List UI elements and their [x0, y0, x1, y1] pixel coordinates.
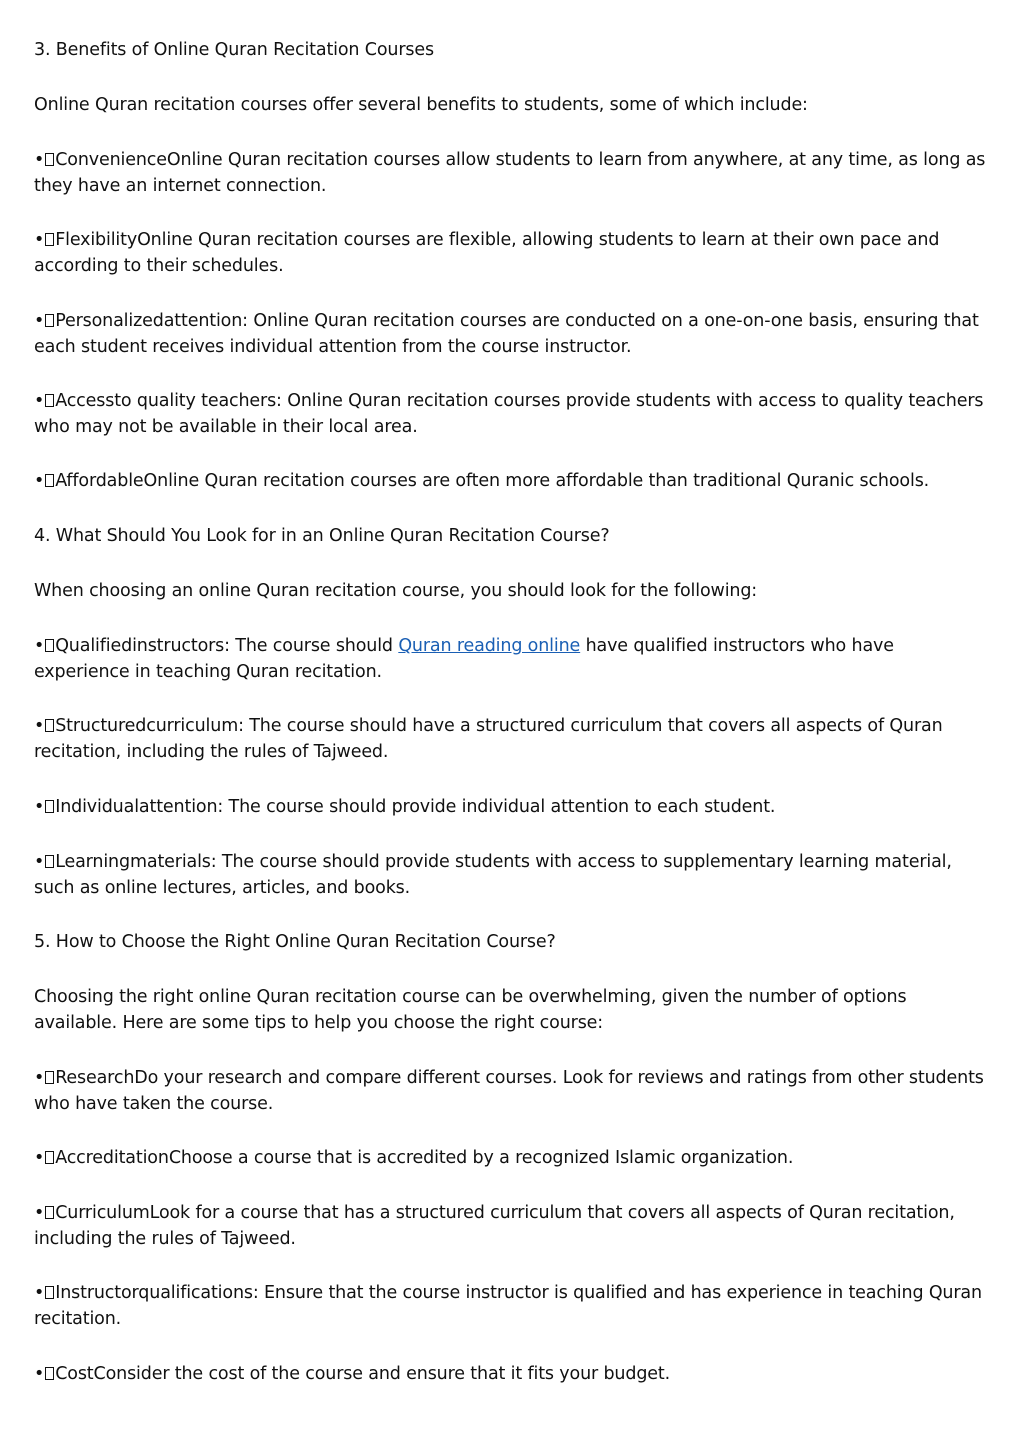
- list-item-term: Individual: [55, 797, 139, 817]
- missing-glyph-box: [45, 474, 54, 487]
- list-item-term: Qualified: [55, 636, 133, 656]
- list-item-term: Convenience: [55, 150, 167, 170]
- list-item-term: Cost: [55, 1364, 94, 1384]
- list-item: [34, 1280, 994, 1332]
- list-item-term: Access: [55, 391, 115, 411]
- bullet: •: [34, 150, 45, 170]
- list-item: [34, 633, 994, 685]
- missing-glyph-box: [45, 233, 54, 246]
- section-intro: Online Quran recitation courses offer several benefits to students, some of which include:: [34, 95, 808, 115]
- list-item-text: Online Quran recitation courses allow students to learn from anywhere, at any time, as long as they have an internet connection.: [34, 150, 986, 196]
- bullet: •: [34, 1283, 45, 1303]
- list-item-text: instructors: The course should: [132, 636, 399, 656]
- missing-glyph-box: [45, 855, 54, 868]
- list-item-text: Online Quran recitation courses are often more affordable than traditional Quranic schools.: [143, 471, 930, 491]
- bullet: •: [34, 391, 45, 411]
- list-item-term: Structured: [55, 716, 147, 736]
- missing-glyph-box: [45, 1151, 54, 1164]
- bullet: •: [34, 716, 45, 736]
- list-item: [34, 1361, 994, 1387]
- section-intro: Choosing the right online Quran recitation course can be overwhelming, given the number of options available. Here are some tips to help you choose the right course:: [34, 987, 907, 1033]
- bullet: •: [34, 797, 45, 817]
- section-heading: 5. How to Choose the Right Online Quran Recitation Course?: [34, 932, 556, 952]
- section-intro: When choosing an online Quran recitation course, you should look for the following:: [34, 581, 758, 601]
- missing-glyph-box: [45, 314, 54, 327]
- missing-glyph-box: [45, 639, 54, 652]
- list-item: [34, 308, 994, 360]
- list-item-text: qualifications: Ensure that the course instructor is qualified and has experience in teaching Quran recitation.: [34, 1283, 982, 1329]
- list-item: [34, 227, 994, 279]
- list-item-term: Curriculum: [55, 1203, 150, 1223]
- list-item-text: Look for a course that has a structured curriculum that covers all aspects of Quran recitation, including the rules of Tajweed.: [34, 1203, 955, 1249]
- list-item-term: Accreditation: [55, 1148, 169, 1168]
- list-item-term: Instructor: [55, 1283, 139, 1303]
- bullet: •: [34, 311, 45, 331]
- missing-glyph-box: [45, 719, 54, 732]
- bullet: •: [34, 636, 45, 656]
- list-item: [34, 794, 994, 820]
- list-item-text: attention: Online Quran recitation courses are conducted on a one-on-one basis, ensuring that each student receives individual attention from the course instructor.: [34, 311, 979, 357]
- list-item: [34, 849, 994, 901]
- bullet: •: [34, 1364, 45, 1384]
- list-item: [34, 468, 994, 494]
- missing-glyph-box: [45, 1367, 54, 1380]
- section-heading: 4. What Should You Look for in an Online Quran Recitation Course?: [34, 526, 610, 546]
- list-item-text: Consider the cost of the course and ensure that it fits your budget.: [93, 1364, 671, 1384]
- missing-glyph-box: [45, 1206, 54, 1219]
- bullet: •: [34, 852, 45, 872]
- missing-glyph-box: [45, 394, 54, 407]
- list-item-text: to quality teachers: Online Quran recitation courses provide students with access to quality teachers who may not be available in their local area.: [34, 391, 984, 437]
- list-item: [34, 1200, 994, 1252]
- bullet: •: [34, 230, 45, 250]
- list-item-text: curriculum: The course should have a structured curriculum that covers all aspects of Quran recitation, including the rules of Tajweed.: [34, 716, 943, 762]
- list-item-text: Online Quran recitation courses are flexible, allowing students to learn at their own pace and according to their schedules.: [34, 230, 940, 276]
- list-item-text: materials: The course should provide students with access to supplementary learning material, such as online lectures, articles, and books.: [34, 852, 952, 898]
- missing-glyph-box: [45, 1286, 54, 1299]
- list-item-text: Do your research and compare different courses. Look for reviews and ratings from other students who have taken the course.: [34, 1068, 984, 1114]
- bullet: •: [34, 1068, 45, 1088]
- section-heading: 3. Benefits of Online Quran Recitation Courses: [34, 40, 434, 60]
- list-item-term: Affordable: [55, 471, 144, 491]
- bullet: •: [34, 1203, 45, 1223]
- list-item-text: Choose a course that is accredited by a recognized Islamic organization.: [168, 1148, 794, 1168]
- list-item: [34, 713, 994, 765]
- list-item-term: Learning: [55, 852, 130, 872]
- list-item-term: Personalized: [55, 311, 164, 331]
- bullet: •: [34, 471, 45, 491]
- missing-glyph-box: [45, 1071, 54, 1084]
- quran-reading-online-link[interactable]: Quran reading online: [398, 636, 581, 656]
- list-item-term: Flexibility: [55, 230, 138, 250]
- list-item-text: have qualified instructors who have experience in teaching Quran recitation.: [34, 636, 894, 682]
- missing-glyph-box: [45, 800, 54, 813]
- list-item-text: attention: The course should provide individual attention to each student.: [138, 797, 776, 817]
- list-item: [34, 1065, 994, 1117]
- list-item-term: Research: [55, 1068, 135, 1088]
- list-item: [34, 388, 994, 440]
- bullet: •: [34, 1148, 45, 1168]
- list-item: [34, 1145, 994, 1171]
- missing-glyph-box: [45, 153, 54, 166]
- list-item: [34, 147, 994, 199]
